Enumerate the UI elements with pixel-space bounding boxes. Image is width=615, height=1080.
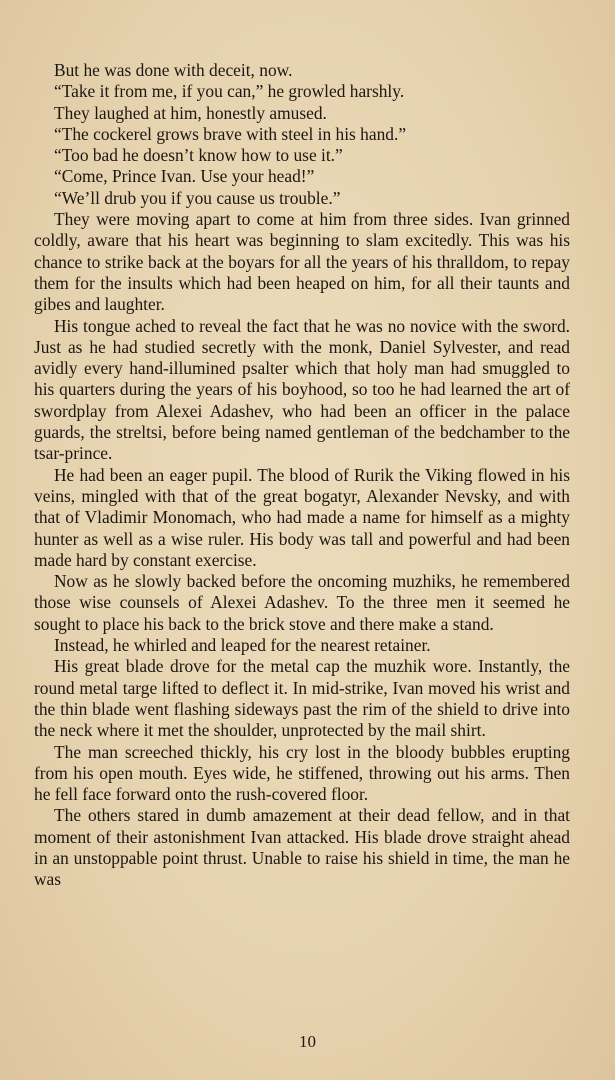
paragraph: “Too bad he doesn’t know how to use it.” bbox=[54, 145, 343, 166]
paragraph: They laughed at him, honestly amused. bbox=[54, 102, 327, 123]
paragraph: His tongue ached to reveal the fact that he was no novice with the sword. Just as he had studied secretly with the monk, Daniel Sylvester, and read avidly every hand-illumined psalter which that holy man had smuggled to his quarters during the years of his boyhood, so too he had learned the art of swordplay from Alexei Adashev, who had been an officer in the palace guards, the streltsi, before being named gentleman of the bedchamber to the tsar-prince. bbox=[34, 315, 570, 464]
paragraph: But he was done with deceit, now. bbox=[54, 60, 293, 80]
paragraph: They were moving apart to come at him from three sides. Ivan grinned coldly, aware that his heart was beginning to slam excitedly. This was his chance to strike back at the boyars for all the years of his thralldom, to repay them for the insults which had been heaped on him, for all their taunts and gibes and laughter. bbox=[34, 209, 570, 315]
paragraph: The man screeched thickly, his cry lost in the bloody bubbles erupting from his open mouth. Eyes wide, he stiffened, throwing out his arms. Then he fell face forward onto the rush-covered floor. bbox=[34, 741, 570, 805]
paragraph: He had been an eager pupil. The blood of Rurik the Viking flowed in his veins, mingled with that of the great bogatyr, Alexander Nevsky, and with that of Vladimir Monomach, who had made a name for himself as a mighty hunter as well as a wise ruler. His body was tall and powerful and had been made hard by constant exercise. bbox=[34, 464, 570, 570]
paragraph: “The cockerel grows brave with steel in his hand.” bbox=[54, 123, 407, 144]
paragraph: “Take it from me, if you can,” he growled harshly. bbox=[54, 81, 405, 102]
paragraph: “Come, Prince Ivan. Use your head!” bbox=[54, 166, 315, 187]
paragraph: “We’ll drub you if you cause us trouble.” bbox=[54, 187, 341, 208]
page-number: 10 bbox=[299, 1032, 316, 1051]
paragraph: Now as he slowly backed before the oncoming muzhiks, he remembered those wise counsels of Alexei Adashev. To the three men it seemed he sought to place his back to the brick stove and there make a stand. bbox=[34, 571, 570, 634]
paragraph: The others stared in dumb amazement at their dead fellow, and in that moment of their astonishment Ivan attacked. His blade drove straight ahead in an unstoppable point thrust. Unable to raise his shield in time, the man he was bbox=[34, 805, 570, 890]
paragraph: Instead, he whirled and leaped for the nearest retainer. bbox=[54, 635, 431, 656]
paragraph: His great blade drove for the metal cap the muzhik wore. Instantly, the round metal targe lifted to deflect it. In mid-strike, Ivan moved his wrist and the thin blade went flashing sideways past the rim of the shield to drive into the neck where it met the shoulder, unprotected by the mail shirt. bbox=[34, 656, 570, 741]
body-text bbox=[34, 60, 570, 891]
